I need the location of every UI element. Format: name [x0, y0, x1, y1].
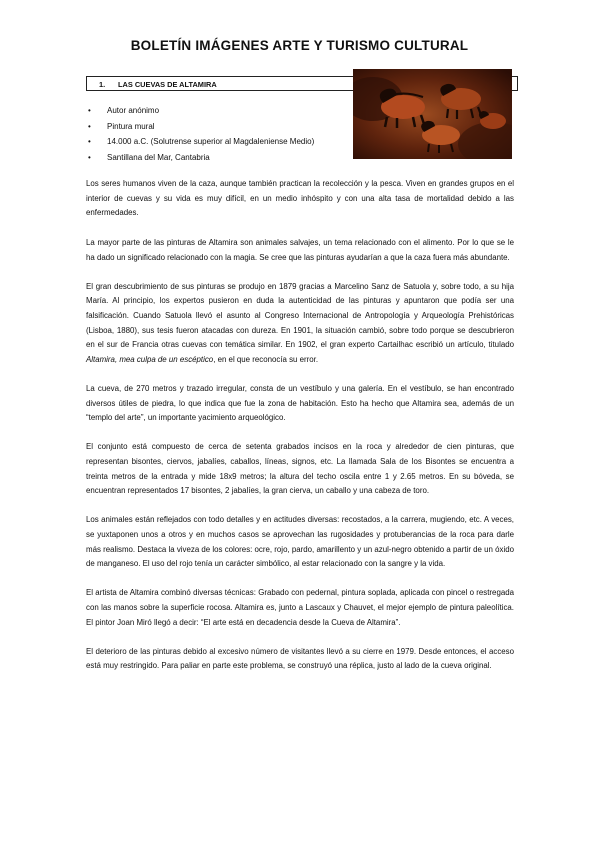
- paragraph: La mayor parte de las pinturas de Altamira son animales salvajes, un tema relacionado con el alimento. Por lo que se le ha dado un significado relacionado con la magia. Se cree que las pinturas ayudarían a que la caza fuera más abundante.: [86, 238, 514, 262]
- paragraph: El artista de Altamira combinó diversas técnicas: Grabado con pedernal, pintura soplada, aplicada con pincel o restregada con las manos sobre la superficie rocosa. Altamira es, junto a Lascaux y Chauvet, el mejor ejemplo de pintura paleolítica. El pintor Joan Miró llegó a decir: “El arte está en decadencia desde la Cueva de Altamira”.: [86, 588, 514, 627]
- paragraph: La cueva, de 270 metros y trazado irregular, consta de un vestíbulo y una galería. En el vestíbulo, se han encontrado diversos útiles de piedra, lo que indica que fue la zona de habitación. Esto ha hecho que Altamira sea, además de un “templo del arte”, un importante yacimiento arqueológico.: [86, 384, 514, 423]
- list-item: • 14.000 a.C. (Solutrense superior al Magdaleniense Medio): [88, 137, 315, 147]
- list-item: • Pintura mural: [88, 121, 155, 131]
- section-number: 1.: [99, 80, 106, 89]
- paragraph: El gran descubrimiento de sus pinturas se produjo en 1879 gracias a Marcelino Sanz de Satuola y, sobre todo, a su hija María. Al principio, los expertos pusieron en duda la autenticidad de las pinturas y apuntaron que podía ser una falsificación. Cuando Satuola llevó el asunto al Congreso Internacional de Antropología y Arqueología Prehistóricas (Lisboa, 1880), sus tesis fueron atacadas con dureza. En 1901, la situación cambió, sobre todo porque se descubrieron en el sur de Francia otras cuevas con temática similar. En 1902, el gran experto Cartailhac escribió un artículo, titulado Altamira, mea culpa de un escéptico, en el que reconocía su error.: [86, 281, 514, 364]
- article-body: [86, 177, 514, 688]
- paragraph: Los seres humanos viven de la caza, aunque también practican la recolección y la pesca. Viven en grandes grupos en el interior de cuevas y su vida es muy difícil, en un medio inhóspito y con una alta tasa de mortalidad debido a las enfermedades.: [86, 179, 514, 218]
- paragraph: El deterioro de las pinturas debido al excesivo número de visitantes llevó a su cierre en 1979. Desde entonces, el acceso está muy restringido. Para paliar en parte este problema, se construyó una réplica, justo al lado de la cueva original.: [86, 646, 514, 671]
- article-title-italic: Altamira, mea culpa de un escéptico: [86, 354, 214, 364]
- cave-painting-image: [353, 69, 512, 159]
- document-title: BOLETÍN IMÁGENES ARTE Y TURISMO CULTURAL: [130, 38, 469, 53]
- list-item: • Santillana del Mar, Cantabria: [88, 153, 210, 163]
- paragraph: El conjunto está compuesto de cerca de setenta grabados incisos en la roca y alrededor de cien pinturas, que representan bisontes, ciervos, jabalíes, caballos, líneas, signos, etc. La llamada Sala de los Bisontes se encuentra a treinta metros de la entrada y mide 18x9 metros; la altura del techo oscila entre 1 y 2.65 metros. En su bóveda, se encuentran representados 17 bisontes, 2 jabalíes, la gran cierva, un caballo y una cabeza de toro.: [86, 442, 514, 496]
- bison-painting-illustration: [353, 69, 512, 159]
- section-heading: LAS CUEVAS DE ALTAMIRA: [118, 80, 217, 89]
- paragraph: Los animales están reflejados con todo detalles y en actitudes diversas: recostados, a la carrera, mugiendo, etc. A veces, se yuxtaponen unos a otros y en muchos casos se aprovechan las rugosidades y protuberancias de la roca para darle más realismo. Destaca la viveza de los colores: ocre, rojo, pardo, amarillento y un azul-negro obtenido a partir de un óxido de manganeso. El uso del rojo tenía un carácter simbólico, al estar relacionado con la sangre y la vida.: [86, 515, 514, 569]
- facts-list: [86, 106, 346, 169]
- list-item: • Autor anónimo: [88, 106, 160, 115]
